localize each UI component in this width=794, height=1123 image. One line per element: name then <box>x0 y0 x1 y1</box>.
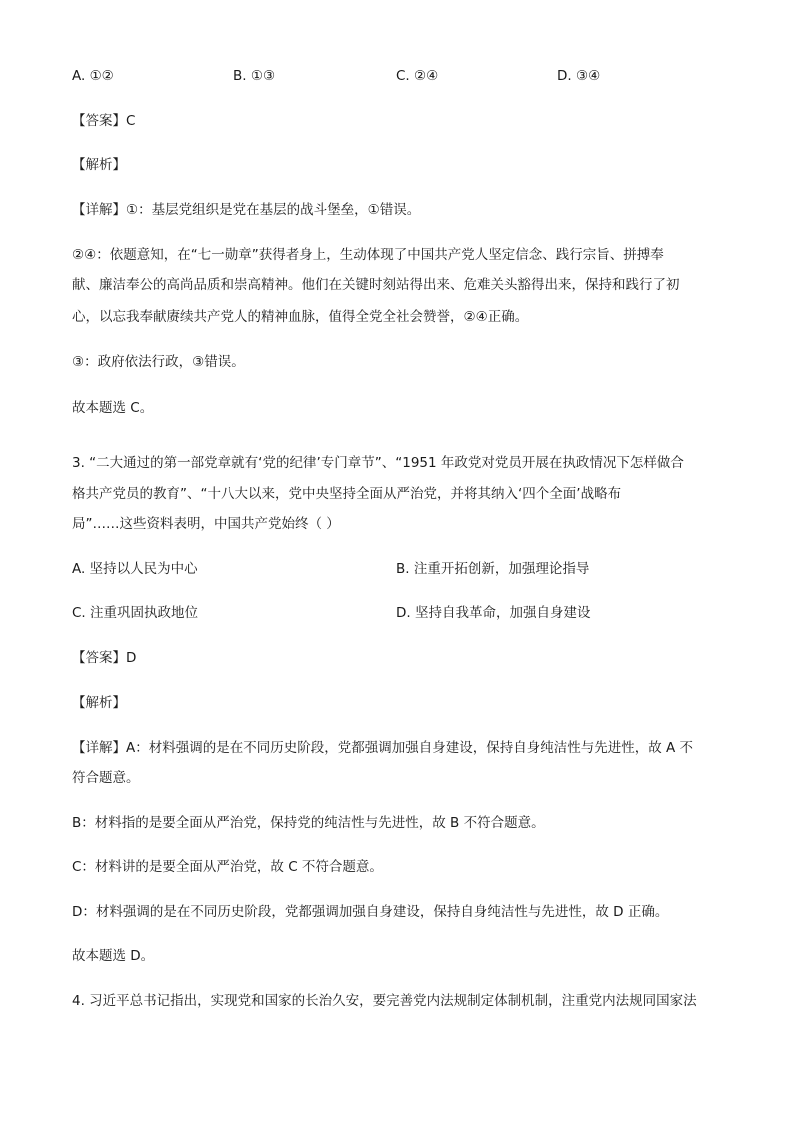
q2-option-c: C. ②④ <box>396 68 439 84</box>
q2-option-d: D. ③④ <box>557 68 601 84</box>
q3-option-d: D. 坚持自我革命，加强自身建设 <box>396 605 591 621</box>
q2-detail-line-4: 心，以忘我奉献赓续共产党人的精神血脉，值得全党全社会赞誉，②④正确。 <box>72 309 529 325</box>
answer-value: D <box>126 650 137 666</box>
answer-tag: 【答案】 <box>72 113 126 129</box>
detail-tag: 【详解】 <box>72 202 126 218</box>
q2-detail-line-5: ③：政府依法行政，③错误。 <box>72 354 245 370</box>
q2-detail-line-3: 献、廉洁奉公的高尚品质和崇高精神。他们在关键时刻站得出来、危难关头豁得出来，保持和践行了初 <box>72 277 680 293</box>
q3-detail-line-3: B：材料指的是要全面从严治党，保持党的纯洁性与先进性，故 B 不符合题意。 <box>72 815 545 831</box>
q3-option-b: B. 注重开拓创新，加强理论指导 <box>396 561 590 577</box>
q3-conclusion: 故本题选 D。 <box>72 948 155 964</box>
q3-option-a: A. 坚持以人民为中心 <box>72 561 198 577</box>
q2-detail-line-2: ②④：依题意知，在“七一勋章”获得者身上，生动体现了中国共产党人坚定信念、践行宗旨、拼搏奉 <box>72 247 664 263</box>
q2-conclusion: 故本题选 C。 <box>72 400 154 416</box>
q2-answer <box>72 112 135 130</box>
answer-tag: 【答案】 <box>72 650 126 666</box>
q2-option-a: A. ①② <box>72 68 114 84</box>
q2-option-b: B. ①③ <box>233 68 276 84</box>
q3-stem-line-2: 格共产党员的教育”、“十八大以来，党中央坚持全面从严治党，并将其纳入‘四个全面’战略布 <box>72 486 622 502</box>
q4-stem-line-1: 4. 习近平总书记指出，实现党和国家的长治久安，要完善党内法规制定体制机制，注重党内法规同国家法 <box>72 993 697 1009</box>
q2-analysis-heading: 【解析】 <box>72 157 126 173</box>
detail-tag: 【详解】 <box>72 740 126 756</box>
detail-text: A：材料强调的是在不同历史阶段，党都强调加强自身建设，保持自身纯洁性与先进性，故 A 不 <box>126 740 694 756</box>
q3-stem-line-3: 局”……这些资料表明，中国共产党始终（ ） <box>72 516 340 532</box>
detail-text: ①：基层党组织是党在基层的战斗堡垒，①错误。 <box>126 202 421 218</box>
q3-detail-line-1 <box>72 739 693 757</box>
q3-detail-line-4: C：材料讲的是要全面从严治党，故 C 不符合题意。 <box>72 859 383 875</box>
answer-value: C <box>126 113 136 129</box>
q3-detail-line-5: D：材料强调的是在不同历史阶段，党都强调加强自身建设，保持自身纯洁性与先进性，故 D 正确。 <box>72 904 669 920</box>
q3-answer <box>72 649 136 667</box>
q3-option-c: C. 注重巩固执政地位 <box>72 605 199 621</box>
q3-analysis-heading: 【解析】 <box>72 695 126 711</box>
q2-detail-line-1 <box>72 201 420 219</box>
q3-detail-line-2: 符合题意。 <box>72 770 140 786</box>
q3-stem-line-1: 3. “二大通过的第一部党章就有‘党的纪律’专门章节”、“1951 年政党对党员开展在执政情况下怎样做合 <box>72 455 684 471</box>
